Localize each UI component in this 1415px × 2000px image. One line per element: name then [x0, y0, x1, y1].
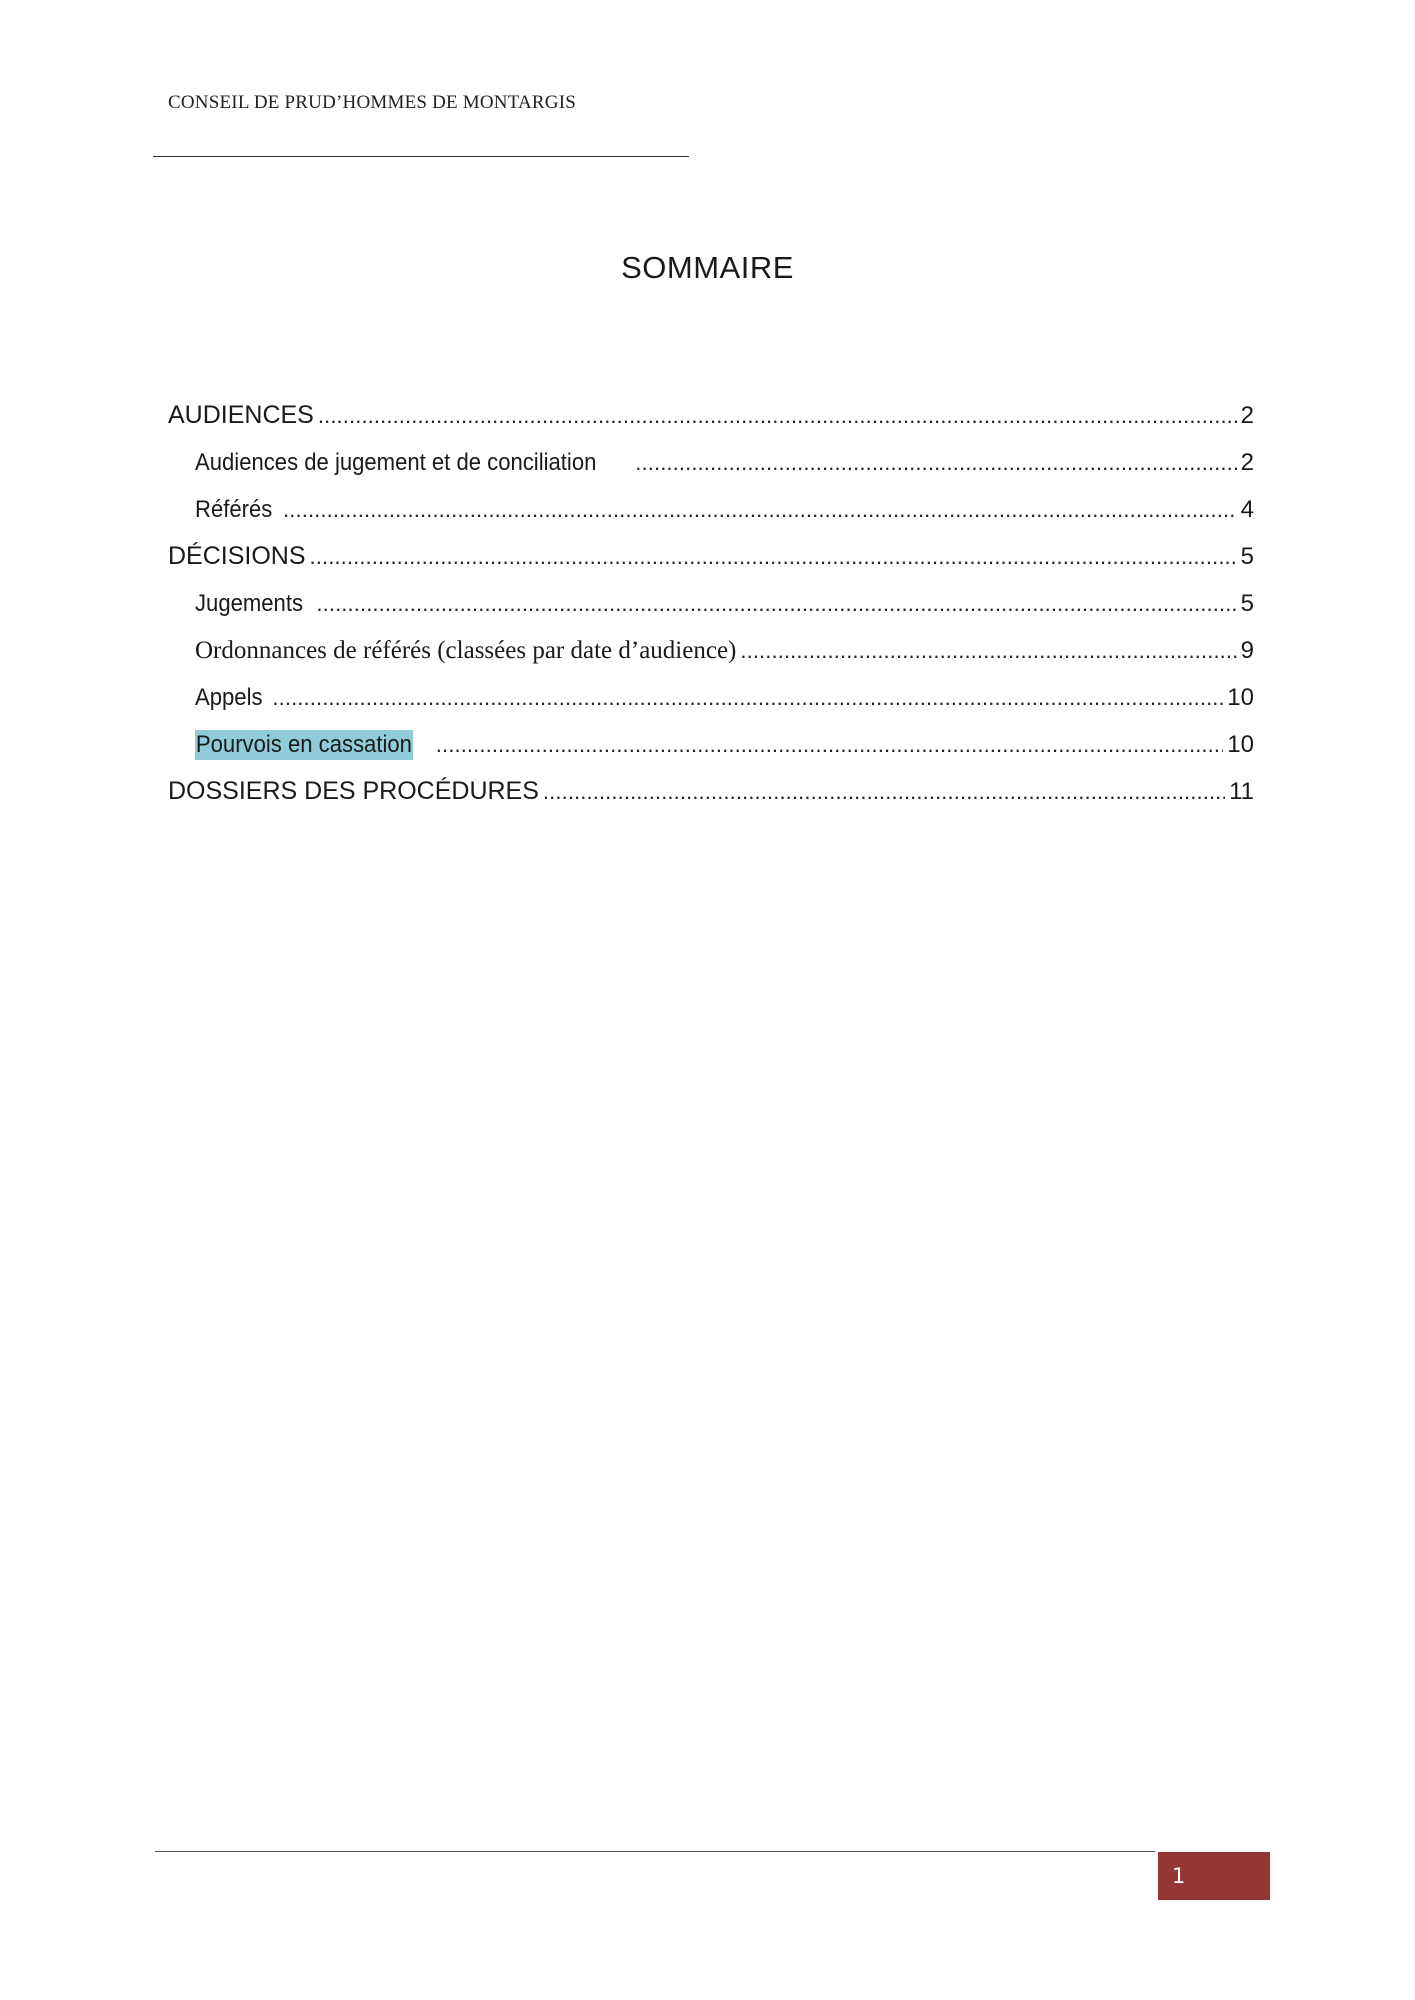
toc-entry-decisions[interactable]: [168, 533, 1254, 580]
toc-entry-label: Jugements: [195, 590, 304, 617]
toc-entry-label: Audiences de jugement et de conciliation: [195, 449, 597, 476]
toc-leader-dots: [318, 392, 1237, 439]
toc-entry-label: AUDIENCES: [168, 401, 314, 429]
toc-entry-label: DÉCISIONS: [168, 542, 306, 570]
toc-entry-page: 11: [1229, 778, 1254, 805]
toc-entry-pourvois-cassation[interactable]: [168, 721, 1254, 768]
toc-entry-label: Appels: [195, 684, 263, 711]
toc-entry-label: DOSSIERS DES PROCÉDURES: [168, 777, 539, 805]
table-of-contents: [168, 392, 1254, 815]
footer-divider: [155, 1851, 1155, 1852]
toc-entry-page: 10: [1227, 731, 1254, 758]
toc-entry-audiences[interactable]: [168, 392, 1254, 439]
toc-entry-appels[interactable]: [168, 674, 1254, 721]
toc-entry-page: 4: [1240, 496, 1254, 523]
toc-entry-page: 2: [1240, 402, 1254, 429]
toc-entry-referes[interactable]: [168, 486, 1254, 533]
toc-leader-dots: [272, 674, 1223, 721]
toc-entry-label: Référés: [195, 496, 273, 523]
page-header: CONSEIL DE PRUD’HOMMES DE MONTARGIS: [168, 92, 577, 113]
toc-entry-page: 5: [1240, 590, 1254, 617]
toc-leader-dots: [635, 439, 1236, 486]
toc-leader-dots: [436, 721, 1224, 768]
toc-entry-ordonnances-referes[interactable]: [168, 627, 1254, 674]
toc-entry-dossiers-procedures[interactable]: [168, 768, 1254, 815]
page-title: SOMMAIRE: [621, 250, 794, 285]
toc-leader-dots: [283, 486, 1237, 533]
toc-leader-dots: [740, 627, 1236, 674]
toc-entry-page: 5: [1240, 543, 1254, 570]
toc-leader-dots: [310, 533, 1237, 580]
toc-entry-label-highlighted: Pourvois en cassation: [195, 731, 412, 758]
toc-entry-page: 2: [1240, 449, 1254, 476]
page-number-badge: 1: [1158, 1852, 1270, 1900]
toc-entry-label: Ordonnances de référés (classées par date d’audience): [195, 637, 737, 664]
toc-entry-audiences-jugement-conciliation[interactable]: [168, 439, 1254, 486]
header-divider: [153, 156, 689, 157]
toc-entry-jugements[interactable]: [168, 580, 1254, 627]
toc-entry-page: 9: [1240, 637, 1254, 664]
toc-leader-dots: [543, 768, 1225, 815]
toc-entry-page: 10: [1227, 684, 1254, 711]
toc-leader-dots: [316, 580, 1236, 627]
